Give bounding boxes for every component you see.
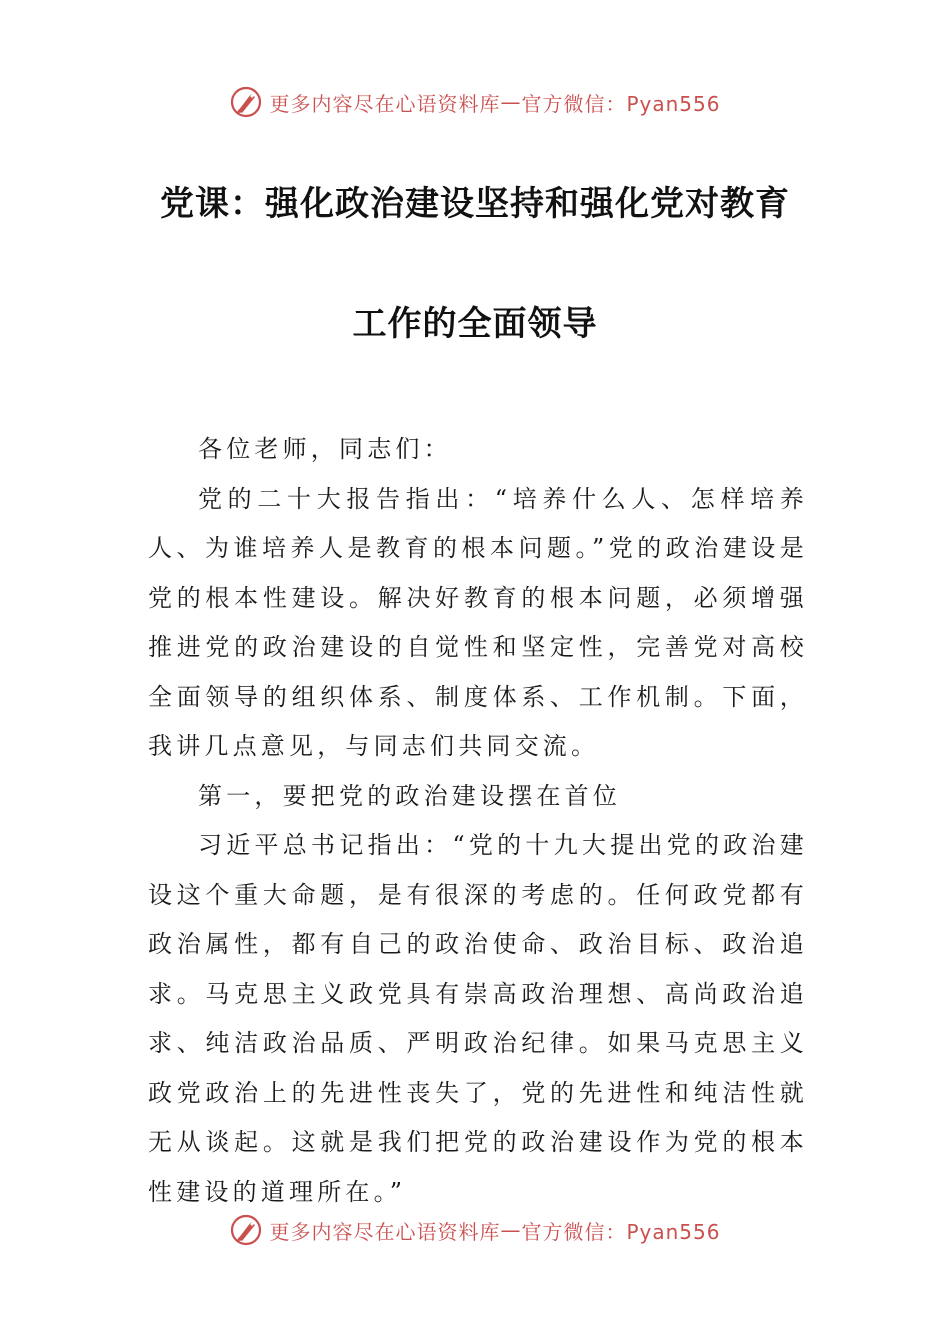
watermark-wechat-text: 官方微信：Pyan556 <box>521 1219 721 1244</box>
watermark-footer <box>0 1210 950 1250</box>
watermark-site-text: 更多内容尽在心语资料库 <box>269 1219 501 1244</box>
body-paragraph: 党的二十大报告指出：“培养什么人、怎样培养人、为谁培养人是教育的根本问题。”党的政治建设是党的根本性建设。解决好教育的根本问题，必须增强推进党的政治建设的自觉性和坚定性，完善党对高校全面领导的组织体系、制度体系、工作机制。下面，我讲几点意见，与同志们共同交流。 <box>148 484 808 760</box>
watermark-wechat-text: 官方微信：Pyan556 <box>521 91 721 116</box>
watermark-separator: — <box>500 1218 522 1242</box>
watermark-site-text: 更多内容尽在心语资料库 <box>269 91 501 116</box>
watermark-header <box>0 82 950 122</box>
pen-nib-logo-icon <box>229 85 263 119</box>
document-title-line-2: 工作的全面领导 <box>352 304 598 344</box>
watermark-separator: — <box>500 90 522 114</box>
document-body <box>148 425 808 1217</box>
section-heading: 第一，要把党的政治建设摆在首位 <box>198 781 621 810</box>
document-title-line-1: 党课：强化政治建设坚持和强化党对教育 <box>160 184 790 224</box>
body-paragraph: 习近平总书记指出：“党的十九大提出党的政治建设这个重大命题，是有很深的考虑的。任何政党都有政治属性，都有自己的政治使命、政治目标、政治追求。马克思主义政党具有崇高政治理想、高尚政治追求、纯洁政治品质、严明政治纪律。如果马克思主义政党政治上的先进性丧失了，党的先进性和纯洁性就无从谈起。这就是我们把党的政治建设作为党的根本性建设的道理所在。” <box>148 831 808 1206</box>
pen-nib-logo-icon <box>229 1213 263 1247</box>
salutation-paragraph: 各位老师，同志们： <box>198 435 452 463</box>
